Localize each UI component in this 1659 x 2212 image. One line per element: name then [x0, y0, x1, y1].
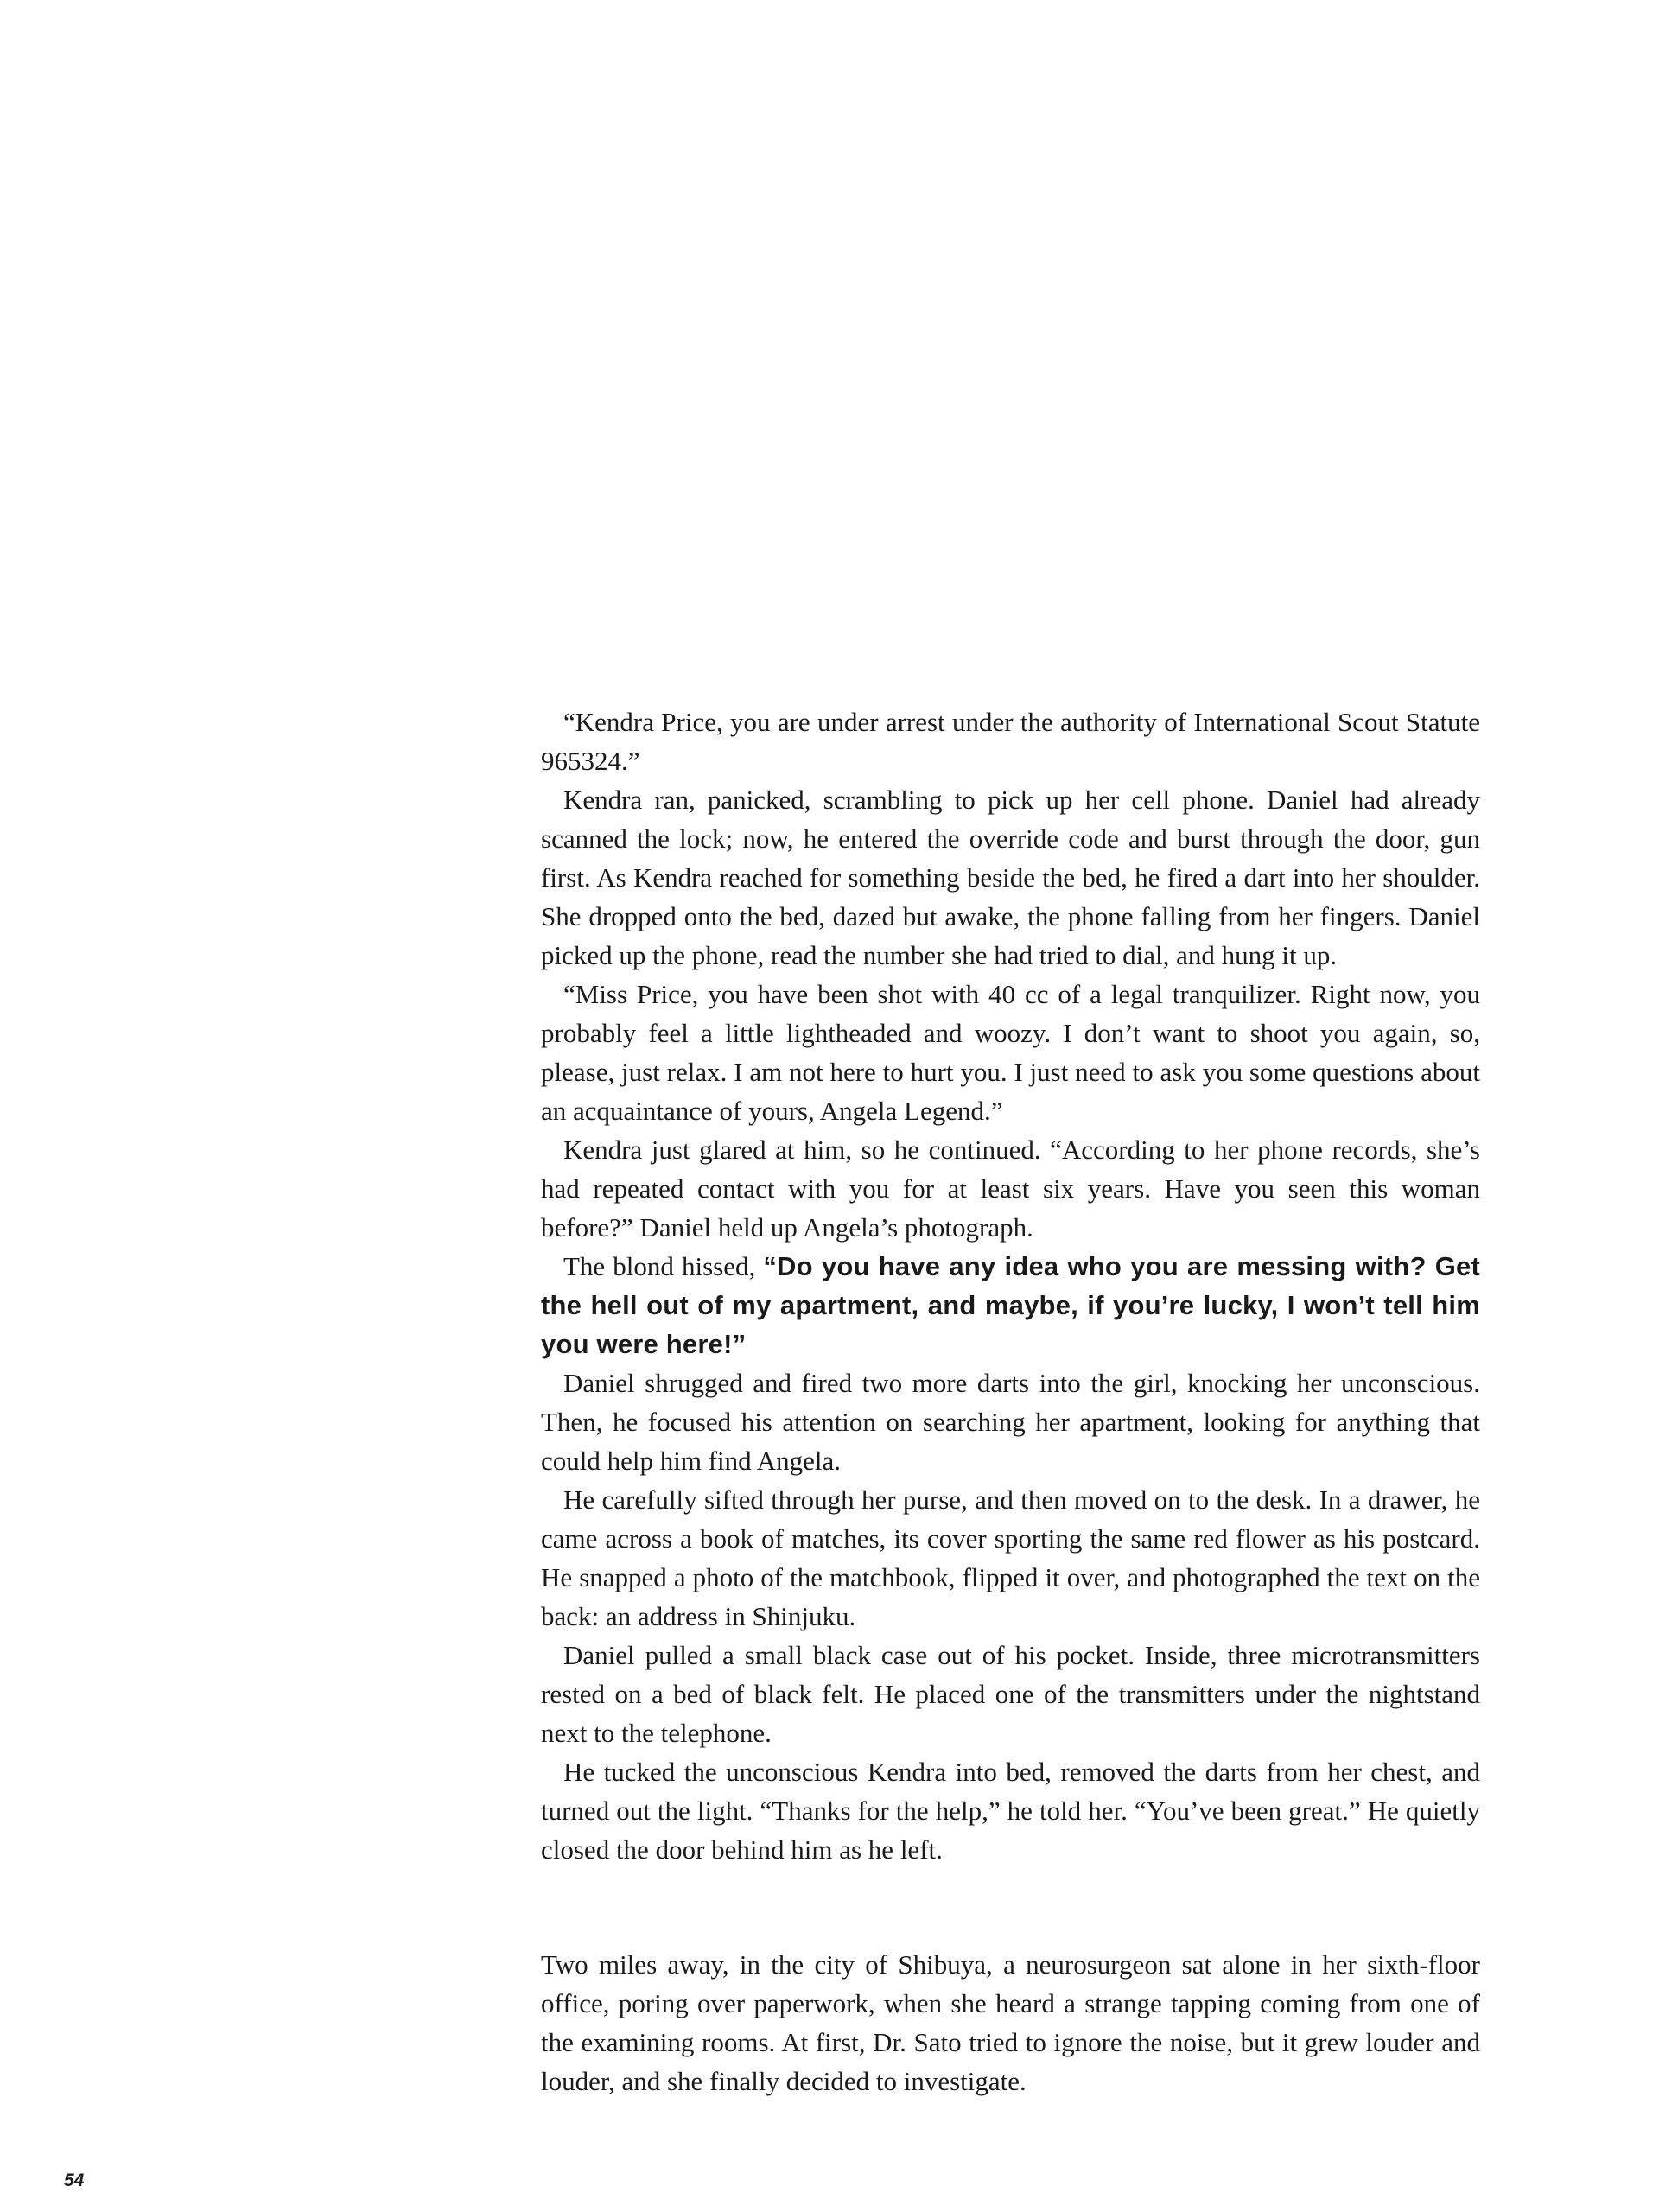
- paragraph-leaving: He tucked the unconscious Kendra into bed, removed the darts from her chest, and turned out the light. “Thanks for the help,” he told her. “You’ve been great.” He quietly closed the door behind him as he left.: [541, 1757, 1480, 1865]
- paragraph-dart-shot: Kendra ran, panicked, scrambling to pick up her cell phone. Daniel had already scanned the lock; now, he entered the override code and burst through the door, gun first. As Kendra reached for something beside the bed, he fired a dart into her shoulder. She dropped onto the bed, dazed but awake, the phone falling from her fingers. Daniel picked up the phone, read the number she had tried to dial, and hung it up.: [541, 785, 1480, 970]
- section-break: [541, 1869, 1480, 1945]
- hiss-intro: The blond hissed,: [563, 1251, 764, 1281]
- paragraph-microtransmitters: Daniel pulled a small black case out of his pocket. Inside, three microtransmitters rested on a bed of black felt. He placed one of the transmitters under the nightstand next to the telephone.: [541, 1640, 1480, 1748]
- paragraph-phone-records: Kendra just glared at him, so he continued. “According to her phone records, she’s had repeated contact with you for at least six years. Have you seen this woman before?” Daniel held up Angela’s photograph.: [541, 1135, 1480, 1243]
- paragraph-matchbook: He carefully sifted through her purse, and then moved on to the desk. In a drawer, he came across a book of matches, its cover sporting the same red flower as his postcard. He snapped a photo of the matchbook, flipped it over, and photographed the text on the back: an address in Shinjuku.: [541, 1484, 1480, 1631]
- hiss-quote: “Do you have any idea who you are messing with? Get the hell out of my apartment, and maybe, if you’re lucky, I won’t tell him you were here!”: [541, 1251, 1480, 1359]
- paragraph-arrest: “Kendra Price, you are under arrest under the authority of International Scout Statute 965324.”: [541, 707, 1480, 776]
- paragraph-tranquilizer: “Miss Price, you have been shot with 40 cc of a legal tranquilizer. Right now, you probably feel a little lightheaded and woozy. I don’t want to shoot you again, so, please, just relax. I am not here to hurt you. I just need to ask you some questions about an acquaintance of yours, Angela Legend.”: [541, 979, 1480, 1126]
- paragraph-shibuya: Two miles away, in the city of Shibuya, a neurosurgeon sat alone in her sixth-floor office, poring over paperwork, when she heard a strange tapping coming from one of the examining rooms. At first, Dr. Sato tried to ignore the noise, but it grew louder and louder, and she finally decided to investigate.: [541, 1949, 1480, 2096]
- paragraph-unconscious: Daniel shrugged and fired two more darts into the girl, knocking her unconscious. Then, he focused his attention on searching her apartment, looking for anything that could help him find Angela.: [541, 1368, 1480, 1476]
- paragraph-hiss: [541, 1247, 1480, 1363]
- page-number: 54: [64, 2171, 85, 2190]
- story-text-column: [541, 702, 1480, 2101]
